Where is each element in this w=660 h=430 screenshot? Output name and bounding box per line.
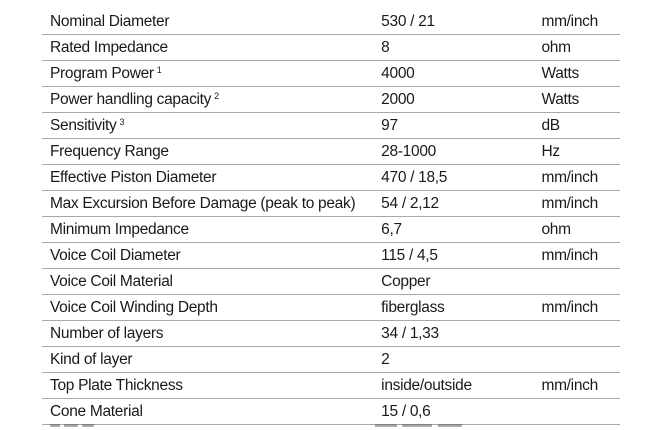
spec-parameter-label: Number of layers [50,324,164,342]
spec-row [42,243,620,269]
spec-row [42,35,620,61]
spec-unit: mm/inch [533,9,620,35]
spec-row [42,139,620,165]
spec-unit [533,347,620,373]
spec-row [42,191,620,217]
spec-parameter-label: Frequency Range [50,142,169,160]
spec-parameter-cell [42,321,373,347]
spec-unit: ohm [533,35,620,61]
footnote-marker: 1 [156,64,162,75]
footnote-marker: 3 [119,116,125,127]
spec-value: 28-1000 [373,139,533,165]
spec-unit: mm/inch [533,373,620,399]
spec-row [42,347,620,373]
spec-value: 6,7 [373,217,533,243]
spec-unit: mm/inch [533,243,620,269]
spec-parameter-label: Minimum Impedance [50,220,189,238]
spec-value: 530 / 21 [373,9,533,35]
spec-row [42,321,620,347]
spec-row [42,113,620,139]
spec-parameter-cell [42,87,373,113]
spec-parameter-cell [42,295,373,321]
spec-value: 2000 [373,87,533,113]
spec-row [42,61,620,87]
specifications-body [42,9,620,425]
footnote-marker: 2 [214,90,219,101]
spec-parameter-cell [42,113,373,139]
spec-unit [533,269,620,295]
spec-value: inside/outside [373,373,533,399]
spec-parameter-label: Effective Piston Diameter [50,168,217,186]
spec-unit: dB [533,113,620,139]
specifications-table [42,9,620,425]
partially-visible-row [50,424,620,430]
spec-parameter-cell [42,35,373,61]
spec-row [42,217,620,243]
spec-row [42,87,620,113]
spec-value: 15 / 0,6 [373,399,533,425]
spec-value: 2 [373,347,533,373]
spec-parameter-cell [42,399,373,425]
spec-value: 470 / 18,5 [373,165,533,191]
spec-parameter-label: Top Plate Thickness [50,376,183,394]
spec-value: 4000 [373,61,533,87]
spec-unit [533,399,620,425]
spec-parameter-cell [42,373,373,399]
spec-row [42,295,620,321]
spec-row [42,399,620,425]
spec-parameter-label: Power handling capacity [50,90,212,108]
spec-unit: Watts [533,61,620,87]
spec-unit: mm/inch [533,165,620,191]
spec-parameter-cell [42,347,373,373]
spec-row [42,9,620,35]
spec-parameter-cell [42,139,373,165]
spec-value: 97 [373,113,533,139]
spec-parameter-label: Sensitivity [50,116,117,134]
spec-parameter-label: Kind of layer [50,350,133,368]
spec-value: Copper [373,269,533,295]
spec-parameter-label: Rated Impedance [50,38,168,56]
spec-parameter-label: Program Power [50,64,154,82]
spec-parameter-cell [42,9,373,35]
spec-unit: Watts [533,87,620,113]
spec-parameter-label: Voice Coil Material [50,272,173,290]
spec-value: 54 / 2,12 [373,191,533,217]
spec-row [42,373,620,399]
spec-parameter-cell [42,165,373,191]
spec-value: 34 / 1,33 [373,321,533,347]
spec-parameter-label: Nominal Diameter [50,12,170,30]
spec-unit: ohm [533,217,620,243]
spec-unit: mm/inch [533,191,620,217]
spec-value: 115 / 4,5 [373,243,533,269]
spec-parameter-label: Max Excursion Before Damage (peak to peak) [50,194,356,212]
spec-parameter-cell [42,243,373,269]
spec-unit: mm/inch [533,295,620,321]
spec-parameter-label: Voice Coil Winding Depth [50,298,218,316]
spec-value: 8 [373,35,533,61]
spec-parameter-label: Voice Coil Diameter [50,246,181,264]
spec-unit [533,321,620,347]
spec-parameter-cell [42,61,373,87]
spec-row [42,269,620,295]
spec-value: fiberglass [373,295,533,321]
spec-parameter-cell [42,269,373,295]
spec-unit: Hz [533,139,620,165]
spec-row [42,165,620,191]
spec-parameter-cell [42,217,373,243]
spec-parameter-cell [42,191,373,217]
spec-parameter-label: Cone Material [50,402,143,420]
